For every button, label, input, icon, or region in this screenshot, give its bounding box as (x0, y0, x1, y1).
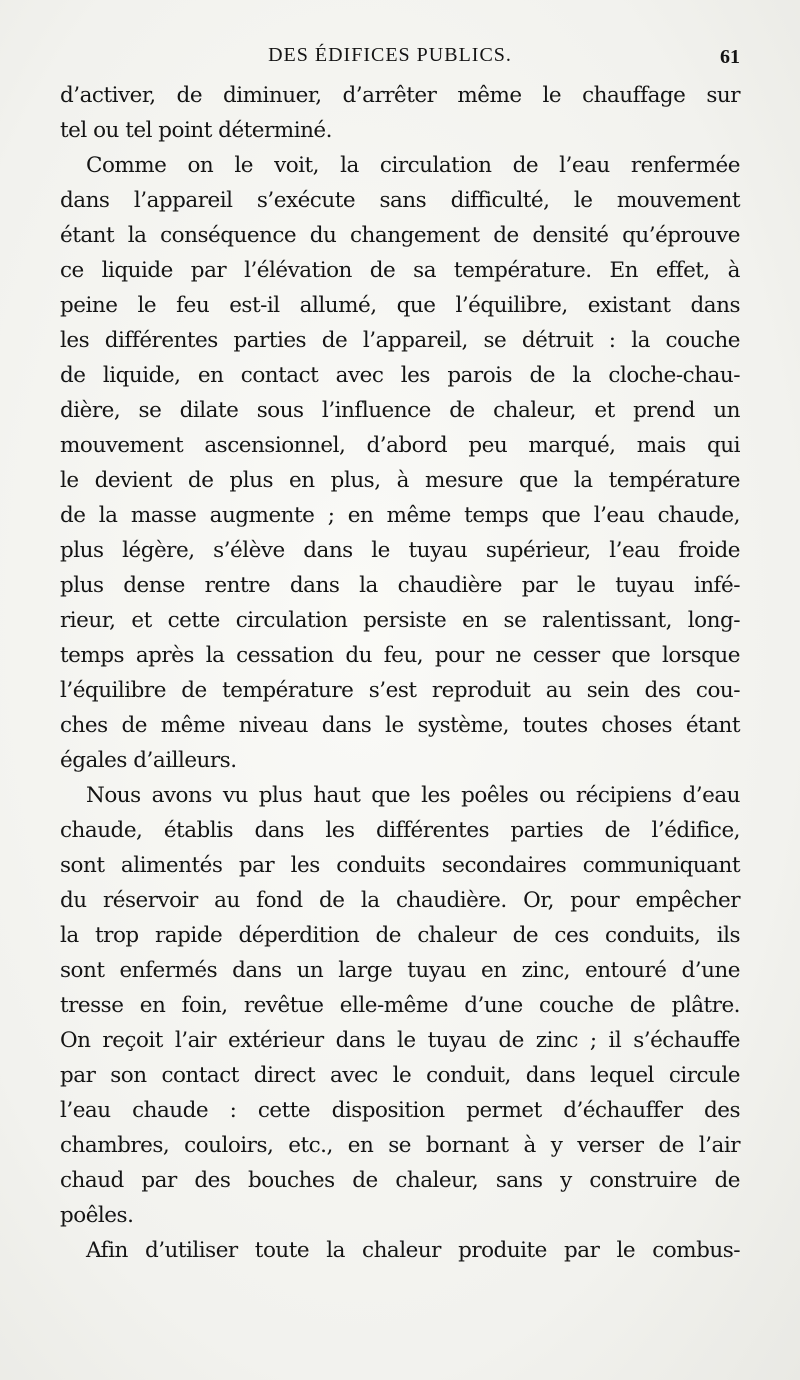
text-line: temps après la cessation du feu, pour ne cesser que lorsque (60, 643, 740, 668)
text-line: le devient de plus en plus, à mesure que la température (60, 468, 740, 493)
text-line: sont alimentés par les conduits secondaires communiquant (60, 853, 740, 878)
text-line: ches de même niveau dans le système, toutes choses étant (60, 713, 740, 738)
running-title: DES ÉDIFICES PUBLICS. (268, 44, 512, 66)
text-line: par son contact direct avec le conduit, dans lequel circule (60, 1063, 740, 1088)
text-line: On reçoit l’air extérieur dans le tuyau de zinc ; il s’échauffe (60, 1028, 740, 1053)
text-line: chambres, couloirs, etc., en se bornant à y verser de l’air (60, 1133, 740, 1158)
text-line: l’équilibre de température s’est reproduit au sein des cou- (60, 678, 740, 703)
text-line: peine le feu est-il allumé, que l’équilibre, existant dans (60, 293, 740, 318)
text-line: chaude, établis dans les différentes parties de l’édifice, (60, 818, 740, 843)
text-line: Afin d’utiliser toute la chaleur produite par le combus- (86, 1238, 740, 1263)
text-line: l’eau chaude : cette disposition permet d’échauffer des (60, 1098, 740, 1123)
running-head (60, 44, 740, 74)
text-line: ce liquide par l’élévation de sa température. En effet, à (60, 258, 740, 283)
text-line: rieur, et cette circulation persiste en se ralentissant, long- (60, 608, 740, 633)
text-line: tel ou tel point déterminé. (60, 118, 332, 143)
text-line: Nous avons vu plus haut que les poêles ou récipiens d’eau (86, 783, 740, 808)
text-line: la trop rapide déperdition de chaleur de ces conduits, ils (60, 923, 740, 948)
text-line: chaud par des bouches de chaleur, sans y construire de (60, 1168, 740, 1193)
text-line: poêles. (60, 1203, 134, 1228)
text-line: plus légère, s’élève dans le tuyau supérieur, l’eau froide (60, 538, 740, 563)
text-line: sont enfermés dans un large tuyau en zinc, entouré d’une (60, 958, 740, 983)
text-line: dans l’appareil s’exécute sans difficulté, le mouvement (60, 188, 740, 213)
text-line: égales d’ailleurs. (60, 748, 237, 773)
text-line: étant la conséquence du changement de densité qu’éprouve (60, 223, 740, 248)
text-line: mouvement ascensionnel, d’abord peu marqué, mais qui (60, 433, 740, 458)
text-line: d’activer, de diminuer, d’arrêter même le chauffage sur (60, 83, 740, 108)
text-line: de liquide, en contact avec les parois de la cloche-chau- (60, 363, 740, 388)
text-line: les différentes parties de l’appareil, se détruit : la couche (60, 328, 740, 353)
text-line: Comme on le voit, la circulation de l’eau renfermée (86, 153, 740, 178)
text-line: plus dense rentre dans la chaudière par le tuyau infé- (60, 573, 740, 598)
body-text (60, 78, 740, 1268)
text-line: dière, se dilate sous l’influence de chaleur, et prend un (60, 398, 740, 423)
text-line: du réservoir au fond de la chaudière. Or, pour empêcher (60, 888, 740, 913)
text-line: de la masse augmente ; en même temps que l’eau chaude, (60, 503, 740, 528)
text-line: tresse en foin, revêtue elle-même d’une couche de plâtre. (60, 993, 740, 1018)
page-number: 61 (720, 46, 740, 68)
